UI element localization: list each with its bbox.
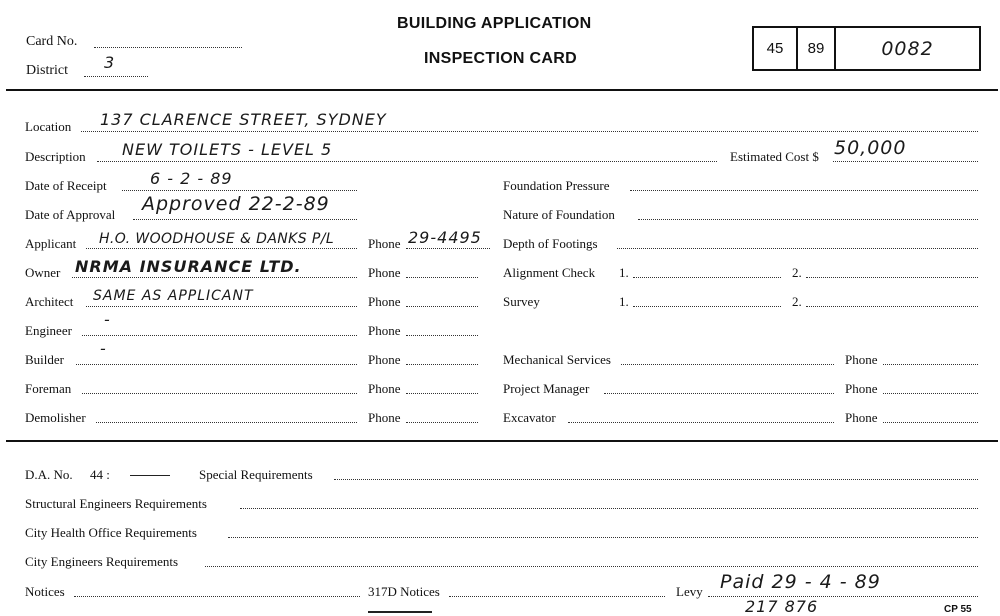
number-part-1: 45 (766, 40, 784, 57)
notices-317d-label: 317D Notices (368, 584, 440, 599)
applicant-phone-field (406, 248, 490, 249)
engineer-phone-field (406, 335, 478, 336)
description-field (97, 161, 717, 162)
alignment-check-field-2 (806, 277, 978, 278)
excavator-phone-label: Phone (845, 410, 878, 425)
location-field (81, 131, 978, 132)
survey-item-2: 2. (792, 294, 802, 309)
foreman-label: Foreman (25, 381, 72, 396)
engineer-field (82, 335, 357, 336)
nature-of-foundation-label: Nature of Foundation (503, 207, 615, 222)
levy-label: Levy (676, 584, 703, 599)
description-value: NEW TOILETS - LEVEL 5 (122, 140, 333, 159)
owner-value: NRMA INSURANCE LTD. (75, 257, 302, 276)
estimated-cost-field (833, 161, 978, 162)
builder-field (76, 364, 357, 365)
notices-317d-field (449, 596, 665, 597)
architect-field (86, 306, 357, 307)
depth-of-footings-field (617, 248, 978, 249)
levy-receipt-value: 217 876 (745, 597, 819, 616)
demolisher-field (96, 422, 357, 423)
city-engineers-label: City Engineers Requirements (25, 554, 179, 569)
architect-label: Architect (25, 294, 74, 309)
date-of-approval-field (133, 219, 357, 220)
number-part-2: 89 (807, 40, 825, 57)
builder-phone-field (406, 364, 478, 365)
da-no-label: D.A. No. (25, 467, 73, 482)
card-number-box (752, 26, 981, 71)
district-value: 3 (104, 53, 116, 72)
card-no-field (94, 47, 242, 48)
engineer-value: - (104, 310, 111, 329)
alignment-check-item-1: 1. (619, 265, 629, 280)
builder-phone-label: Phone (368, 352, 401, 367)
applicant-phone-label: Phone (368, 236, 401, 251)
structural-engineers-field (240, 508, 978, 509)
district-field (84, 76, 148, 77)
date-of-approval-value: Approved 22-2-89 (142, 193, 330, 215)
special-requirements-label: Special Requirements (199, 467, 313, 482)
applicant-value: H.O. WOODHOUSE & DANKS P/L (99, 231, 335, 247)
bottom-mark (368, 611, 432, 613)
project-manager-label: Project Manager (503, 381, 590, 396)
applicant-label: Applicant (25, 236, 77, 251)
architect-value: SAME AS APPLICANT (93, 288, 254, 304)
form-code: CP 55 (944, 604, 972, 615)
city-engineers-field (205, 566, 978, 567)
number-part-3: 0082 (881, 37, 934, 60)
foundation-pressure-field (630, 190, 978, 191)
demolisher-label: Demolisher (25, 410, 86, 425)
applicant-phone-value: 29-4495 (408, 228, 482, 247)
excavator-label: Excavator (503, 410, 556, 425)
da-no-dash (130, 475, 170, 476)
estimated-cost-label: Estimated Cost $ (730, 149, 819, 164)
mechanical-services-field (621, 364, 834, 365)
project-manager-phone-label: Phone (845, 381, 878, 396)
alignment-check-item-2: 2. (792, 265, 802, 280)
description-label: Description (25, 149, 86, 164)
mechanical-services-phone-label: Phone (845, 352, 878, 367)
owner-label: Owner (25, 265, 61, 280)
builder-label: Builder (25, 352, 64, 367)
city-health-label: City Health Office Requirements (25, 525, 197, 540)
alignment-check-field-1 (633, 277, 781, 278)
header-divider (6, 89, 998, 91)
section-divider (6, 440, 998, 442)
survey-field-1 (633, 306, 781, 307)
owner-field (72, 277, 357, 278)
city-health-field (228, 537, 978, 538)
date-of-receipt-label: Date of Receipt (25, 178, 107, 193)
foreman-phone-field (406, 393, 478, 394)
alignment-check-label: Alignment Check (503, 265, 596, 280)
card-no-label: Card No. (26, 34, 78, 49)
excavator-field (568, 422, 834, 423)
nature-of-foundation-field (638, 219, 978, 220)
date-of-receipt-field (122, 190, 357, 191)
district-label: District (26, 63, 68, 78)
owner-phone-label: Phone (368, 265, 401, 280)
foreman-field (82, 393, 357, 394)
owner-phone-field (406, 277, 478, 278)
mechanical-services-label: Mechanical Services (503, 352, 611, 367)
project-manager-field (604, 393, 834, 394)
date-of-approval-label: Date of Approval (25, 207, 116, 222)
demolisher-phone-field (406, 422, 478, 423)
levy-value: Paid 29 - 4 - 89 (720, 571, 881, 593)
title-line-1: BUILDING APPLICATION (397, 15, 592, 32)
estimated-cost-value: 50,000 (834, 137, 907, 159)
survey-field-2 (806, 306, 978, 307)
survey-item-1: 1. (619, 294, 629, 309)
survey-label: Survey (503, 294, 540, 309)
location-label: Location (25, 119, 72, 134)
builder-value: - (100, 339, 107, 358)
depth-of-footings-label: Depth of Footings (503, 236, 598, 251)
notices-field (74, 596, 360, 597)
architect-phone-label: Phone (368, 294, 401, 309)
engineer-label: Engineer (25, 323, 72, 338)
applicant-field (86, 248, 357, 249)
location-value: 137 CLARENCE STREET, SYDNEY (100, 110, 387, 129)
foreman-phone-label: Phone (368, 381, 401, 396)
special-requirements-field (334, 479, 978, 480)
excavator-phone-field (883, 422, 978, 423)
foundation-pressure-label: Foundation Pressure (503, 178, 610, 193)
engineer-phone-label: Phone (368, 323, 401, 338)
architect-phone-field (406, 306, 478, 307)
title-line-2: INSPECTION CARD (424, 50, 577, 67)
project-manager-phone-field (883, 393, 978, 394)
structural-engineers-label: Structural Engineers Requirements (25, 496, 207, 511)
notices-label: Notices (25, 584, 65, 599)
demolisher-phone-label: Phone (368, 410, 401, 425)
da-no-value: 44 : (90, 467, 110, 482)
date-of-receipt-value: 6 - 2 - 89 (150, 169, 233, 188)
mechanical-services-phone-field (883, 364, 978, 365)
